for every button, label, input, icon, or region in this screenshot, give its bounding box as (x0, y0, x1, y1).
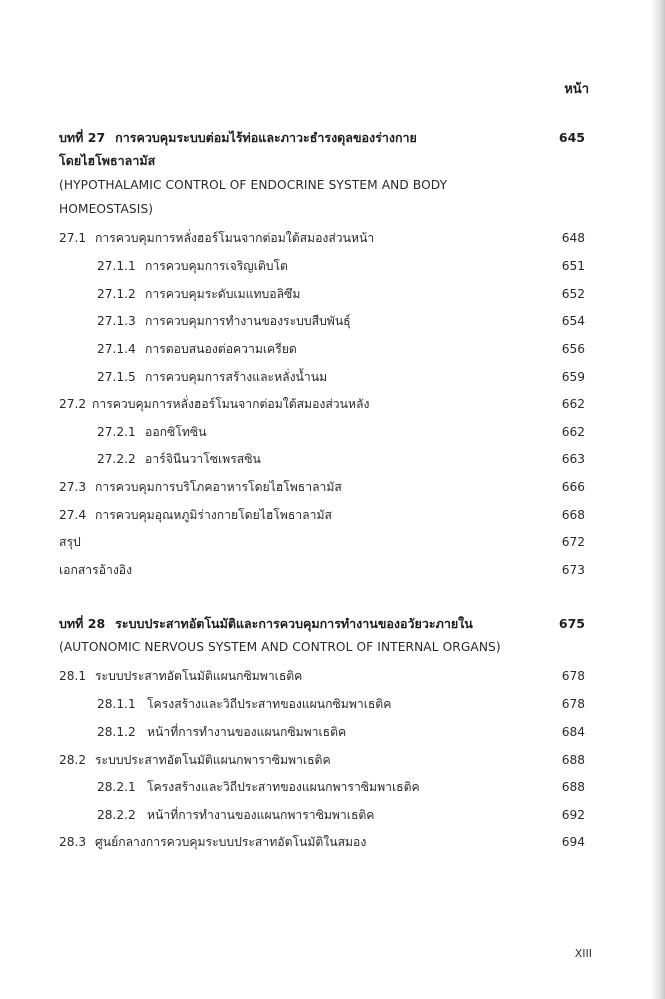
entry-title: เอกสารอ้างอิง (59, 563, 133, 577)
entry-title: ออกซิโทซิน (145, 425, 207, 439)
entry-title: หน้าที่การทำงานของแผนกซิมพาเธติค (147, 725, 347, 739)
chapter-english-title-cont: HOMEOSTASIS) (59, 202, 154, 216)
chapter-number: บทที่ 28 (59, 616, 106, 631)
chapter-page: 675 (558, 616, 585, 631)
entry-number: 28.2 (59, 753, 87, 767)
toc-entry (97, 256, 585, 276)
toc-entry (97, 777, 585, 797)
entry-number: 27.1 (59, 231, 87, 245)
entry-page: 662 (561, 397, 585, 411)
entry-page: 648 (561, 231, 585, 245)
entry-page: 654 (561, 314, 585, 328)
entry-page: 652 (561, 287, 585, 301)
toc-entry (59, 832, 585, 852)
page-column-label: หน้า (564, 82, 589, 97)
chapter-28-heading (59, 614, 585, 634)
toc-entry (59, 477, 585, 497)
entry-number: 28.1.2 (97, 725, 136, 739)
toc-entry (97, 311, 585, 331)
page-edge-shadow (651, 0, 665, 999)
entry-title: การควบคุมการหลั่งฮอร์โมนจากต่อมใต้สมองส่วนหลัง (92, 397, 370, 411)
toc-entry (97, 449, 585, 469)
entry-number: 27.4 (59, 508, 87, 522)
entry-title: สรุป (59, 535, 81, 549)
entry-number: 27.2.2 (97, 452, 136, 466)
entry-number: 27.2.1 (97, 425, 136, 439)
entry-title: การควบคุมระดับเมแทบอลิซึม (145, 287, 301, 301)
chapter-27-english-1 (59, 175, 585, 195)
entry-page: 692 (561, 808, 585, 822)
entry-number: 28.2.1 (97, 780, 136, 794)
toc-entry (59, 228, 585, 248)
chapter-english-title: (AUTONOMIC NERVOUS SYSTEM AND CONTROL OF INTERNAL ORGANS) (59, 640, 501, 654)
toc-entry (97, 367, 585, 387)
entry-title: ศูนย์กลางการควบคุมระบบประสาทอัตโนมัติในสมอง (95, 835, 367, 849)
entry-number: 27.1.1 (97, 259, 136, 273)
toc-entry (97, 422, 585, 442)
entry-title: หน้าที่การทำงานของแผนกพาราซิมพาเธติค (147, 808, 375, 822)
entry-number: 27.1.2 (97, 287, 136, 301)
chapter-title-line2: โดยไฮโพธาลามัส (59, 153, 156, 168)
toc-entry (59, 666, 585, 686)
toc-entry (59, 394, 585, 414)
entry-title: การควบคุมอุณหภูมิร่างกายโดยไฮโพธาลามัส (95, 508, 332, 522)
toc-entry (59, 505, 585, 525)
entry-page: 673 (561, 563, 585, 577)
entry-number: 28.1 (59, 669, 87, 683)
entry-page: 672 (561, 535, 585, 549)
entry-title: การควบคุมการทำงานของระบบสืบพันธุ์ (145, 314, 351, 328)
entry-title: โครงสร้างและวิถีประสาทของแผนกซิมพาเธติค (147, 697, 392, 711)
entry-page: 688 (561, 753, 585, 767)
entry-page: 684 (561, 725, 585, 739)
entry-page: 651 (561, 259, 585, 273)
entry-title: การควบคุมการเจริญเติบโต (145, 259, 288, 273)
entry-page: 668 (561, 508, 585, 522)
entry-title: อาร์จินีนวาโซเพรสซิน (145, 452, 261, 466)
toc-entry (97, 722, 585, 742)
entry-page: 694 (561, 835, 585, 849)
toc-entry (97, 805, 585, 825)
chapter-number: บทที่ 27 (59, 130, 106, 145)
entry-title: โครงสร้างและวิถีประสาทของแผนกพาราซิมพาเธติค (147, 780, 420, 794)
toc-entry-summary (59, 532, 585, 552)
toc-entry-references (59, 560, 585, 580)
toc-entry (97, 284, 585, 304)
toc-entry (97, 339, 585, 359)
entry-number: 27.1.3 (97, 314, 136, 328)
entry-title: การควบคุมการบริโภคอาหารโดยไฮโพธาลามัส (95, 480, 342, 494)
entry-title: ระบบประสาทอัตโนมัติแผนกพาราซิมพาเธติค (95, 753, 331, 767)
chapter-english-title: (HYPOTHALAMIC CONTROL OF ENDOCRINE SYSTEM AND BODY (59, 178, 448, 192)
chapter-27-heading (59, 128, 585, 148)
entry-number: 28.1.1 (97, 697, 136, 711)
toc-entry (59, 750, 585, 770)
toc-entry (97, 694, 585, 714)
entry-number: 27.2 (59, 397, 87, 411)
chapter-27-english-2 (59, 199, 585, 219)
entry-page: 678 (561, 669, 585, 683)
chapter-title: การควบคุมระบบต่อมไร้ท่อและภาวะธำรงดุลของร่างกาย (115, 130, 417, 145)
entry-number: 28.2.2 (97, 808, 136, 822)
entry-page: 662 (561, 425, 585, 439)
roman-page-number: XIII (574, 947, 592, 960)
entry-page: 666 (561, 480, 585, 494)
entry-number: 27.1.4 (97, 342, 136, 356)
entry-number: 28.3 (59, 835, 87, 849)
chapter-28-english (59, 637, 585, 657)
entry-title: ระบบประสาทอัตโนมัติแผนกซิมพาเธติค (95, 669, 303, 683)
entry-page: 678 (561, 697, 585, 711)
entry-title: การควบคุมการสร้างและหลั่งน้ำนม (145, 370, 328, 384)
chapter-page: 645 (558, 130, 585, 145)
entry-page: 663 (561, 452, 585, 466)
chapter-title: ระบบประสาทอัตโนมัติและการควบคุมการทำงานของอวัยวะภายใน (115, 616, 473, 631)
entry-page: 688 (561, 780, 585, 794)
entry-page: 656 (561, 342, 585, 356)
entry-page: 659 (561, 370, 585, 384)
entry-title: การตอบสนองต่อความเครียด (145, 342, 297, 356)
chapter-27-title-cont (59, 151, 585, 171)
entry-number: 27.3 (59, 480, 87, 494)
entry-title: การควบคุมการหลั่งฮอร์โมนจากต่อมใต้สมองส่วนหน้า (95, 231, 375, 245)
entry-number: 27.1.5 (97, 370, 136, 384)
